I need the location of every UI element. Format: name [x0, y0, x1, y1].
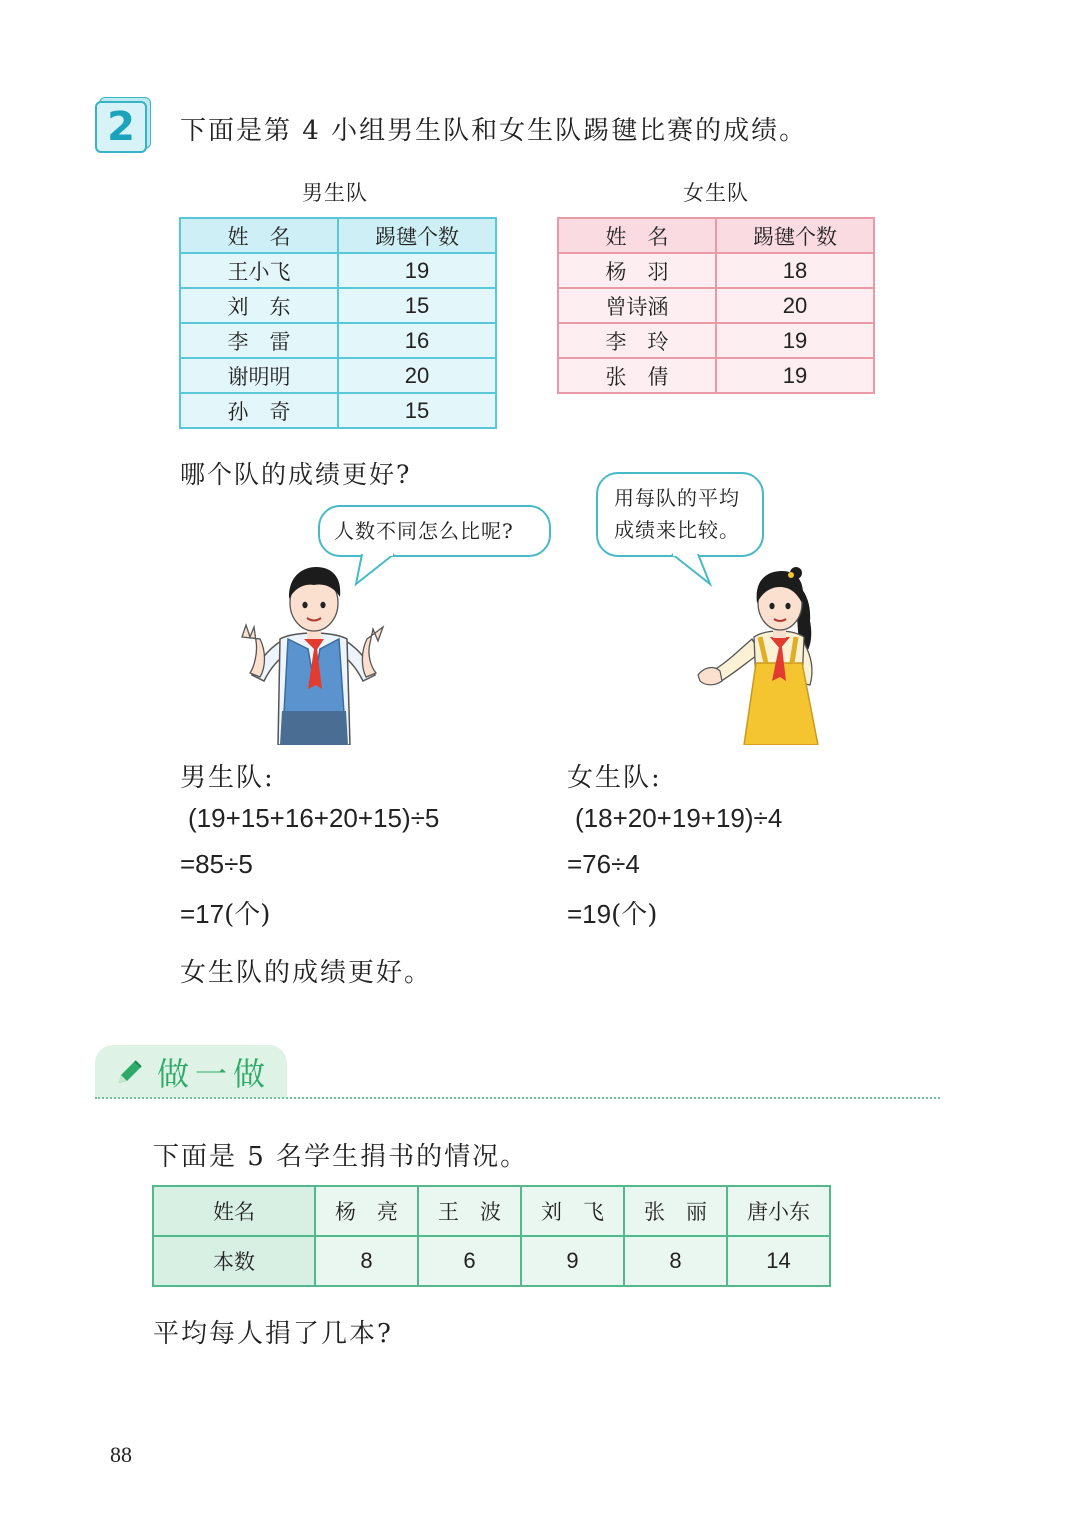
student-count: 9 — [521, 1236, 624, 1286]
example-number-badge — [95, 97, 150, 152]
boys-calc-label: 男生队: — [180, 763, 275, 793]
header-name: 姓 名 — [558, 218, 716, 253]
student-count: 8 — [315, 1236, 418, 1286]
student-count: 6 — [418, 1236, 521, 1286]
student-name: 张 丽 — [624, 1186, 727, 1236]
girl-speech-bubble — [596, 472, 764, 557]
player-count: 18 — [716, 253, 874, 288]
boys-calc-unit: (个) — [224, 900, 271, 930]
header-count: 踢毽个数 — [716, 218, 874, 253]
row-header-name: 姓名 — [153, 1186, 315, 1236]
player-count: 19 — [338, 253, 496, 288]
girls-score-table — [557, 217, 875, 394]
student-name: 唐小东 — [727, 1186, 830, 1236]
book-donation-table — [152, 1185, 831, 1287]
row-header-count: 本数 — [153, 1236, 315, 1286]
table-row — [153, 1236, 830, 1286]
header-name: 姓 名 — [180, 218, 338, 253]
student-count: 8 — [624, 1236, 727, 1286]
table-header-row — [180, 218, 496, 253]
girl-illustration — [696, 563, 828, 745]
boys-table-caption: 男生队 — [302, 181, 368, 205]
table-row — [180, 393, 496, 428]
girls-calc-unit: (个) — [611, 900, 658, 930]
table-row — [558, 358, 874, 393]
table-row — [180, 323, 496, 358]
girls-table-caption: 女生队 — [683, 181, 749, 205]
table-row — [180, 358, 496, 393]
conclusion-text: 女生队的成绩更好。 — [180, 958, 433, 988]
student-count: 14 — [727, 1236, 830, 1286]
pencil-icon — [115, 1057, 145, 1087]
player-count: 15 — [338, 288, 496, 323]
table-row — [180, 253, 496, 288]
table-row — [558, 323, 874, 358]
player-name: 谢明明 — [180, 358, 338, 393]
girls-calc-line2: =76÷4 — [567, 849, 640, 879]
boys-score-table — [179, 217, 497, 429]
girls-calc-label: 女生队: — [567, 763, 662, 793]
player-name: 刘 东 — [180, 288, 338, 323]
table-row — [558, 253, 874, 288]
girls-calc-line1: (18+20+19+19)÷4 — [575, 803, 783, 833]
player-count: 19 — [716, 323, 874, 358]
section-divider — [95, 1097, 940, 1099]
practice-title: 做一做 — [157, 1055, 272, 1093]
example-number: 2 — [95, 101, 147, 153]
practice-intro: 下面是 5 名学生捐书的情况。 — [153, 1142, 529, 1172]
player-name: 李 玲 — [558, 323, 716, 358]
girls-calc-line3 — [567, 894, 657, 931]
boys-calc-result: =17 — [180, 899, 225, 929]
boy-speech-bubble — [318, 505, 551, 557]
player-name: 杨 羽 — [558, 253, 716, 288]
girl-speech-line1: 用每队的平均 — [614, 486, 740, 510]
practice-banner — [95, 1045, 287, 1098]
player-count: 19 — [716, 358, 874, 393]
player-name: 李 雷 — [180, 323, 338, 358]
example-intro: 下面是第 4 小组男生队和女生队踢毽比赛的成绩。 — [180, 116, 808, 146]
player-name: 曾诗涵 — [558, 288, 716, 323]
boy-illustration — [236, 563, 391, 745]
player-count: 15 — [338, 393, 496, 428]
practice-question: 平均每人捐了几本? — [153, 1319, 393, 1349]
student-name: 刘 飞 — [521, 1186, 624, 1236]
header-count: 踢毽个数 — [338, 218, 496, 253]
player-name: 孙 奇 — [180, 393, 338, 428]
player-count: 20 — [338, 358, 496, 393]
player-count: 20 — [716, 288, 874, 323]
boy-speech-text: 人数不同怎么比呢? — [334, 519, 514, 543]
girl-speech-line2: 成绩来比较。 — [614, 518, 740, 542]
boys-calc-line3 — [180, 894, 270, 931]
page-number: 88 — [110, 1442, 132, 1467]
table-row — [180, 288, 496, 323]
table-header-row — [558, 218, 874, 253]
table-row — [153, 1186, 830, 1236]
player-name: 张 倩 — [558, 358, 716, 393]
girls-calc-result: =19 — [567, 899, 612, 929]
boys-calc-line1: (19+15+16+20+15)÷5 — [188, 803, 440, 833]
student-name: 杨 亮 — [315, 1186, 418, 1236]
question-text: 哪个队的成绩更好? — [180, 460, 412, 489]
student-name: 王 波 — [418, 1186, 521, 1236]
player-name: 王小飞 — [180, 253, 338, 288]
table-row — [558, 288, 874, 323]
boys-calc-line2: =85÷5 — [180, 849, 253, 879]
player-count: 16 — [338, 323, 496, 358]
